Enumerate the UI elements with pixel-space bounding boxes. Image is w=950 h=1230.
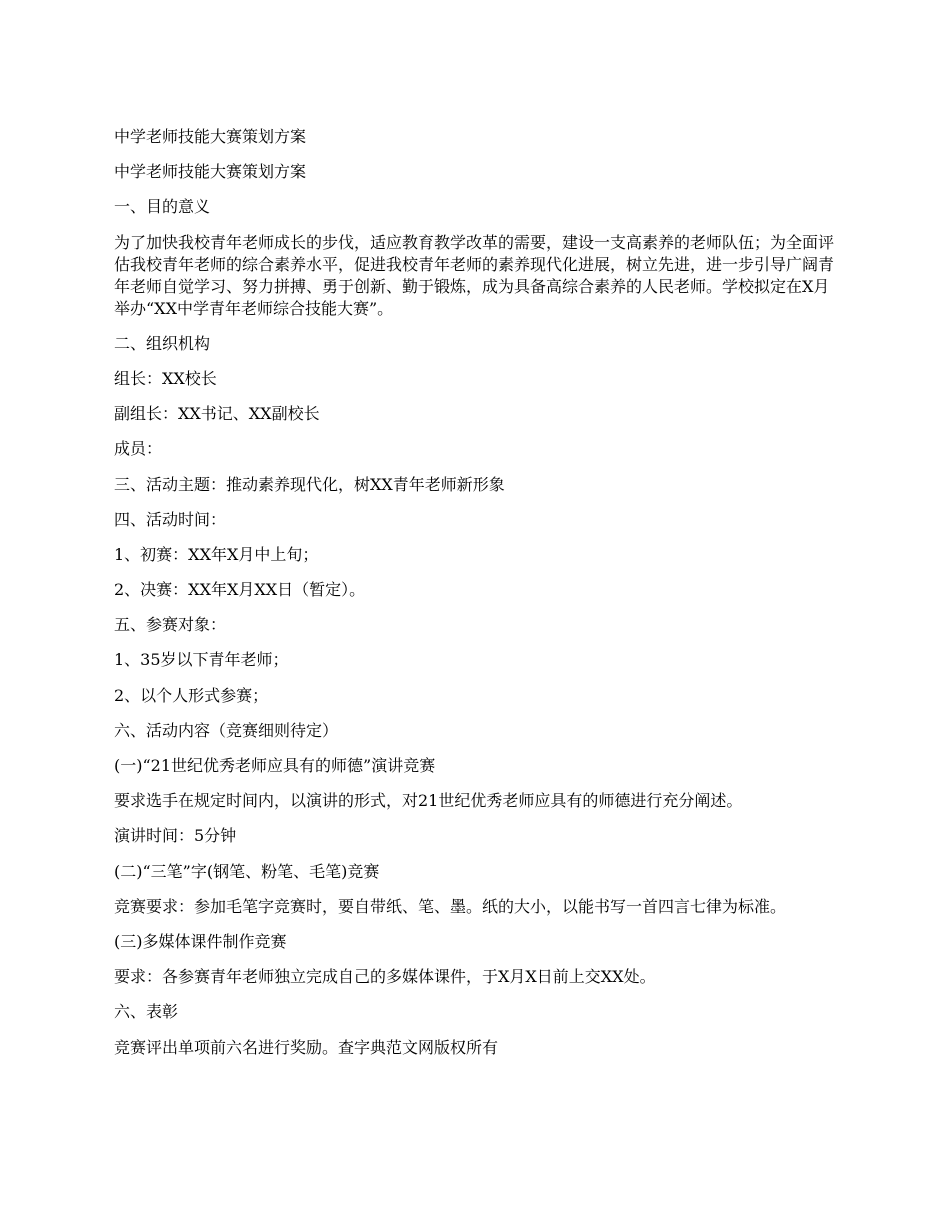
paragraph-awards: 竞赛评出单项前六名进行奖励。查字典范文网版权所有 xyxy=(114,1037,499,1057)
line-preliminary: 1、初赛：XX年X月中上旬； xyxy=(114,544,319,564)
subheading-multimedia: (三)多媒体课件制作竞赛 xyxy=(114,931,287,951)
line-speech-time: 演讲时间：5分钟 xyxy=(114,826,237,846)
doc-subtitle: 中学老师技能大赛策划方案 xyxy=(114,162,307,182)
subheading-calligraphy: (二)“三笔”字(钢笔、粉笔、毛笔)竞赛 xyxy=(114,861,380,881)
section-heading-content: 六、活动内容（竞赛细则待定） xyxy=(114,720,339,740)
section-heading-organization: 二、组织机构 xyxy=(114,333,211,353)
subheading-speech: (一)“21世纪优秀老师应具有的师德”演讲竞赛 xyxy=(114,756,436,775)
section-heading-theme: 三、活动主题：推动素养现代化，树XX青年老师新形象 xyxy=(114,474,505,494)
line-participant-age: 1、35岁以下青年老师； xyxy=(114,650,289,670)
paragraph-multimedia-requirement: 要求：各参赛青年老师独立完成自己的多媒体课件，于X月X日前上交XX处。 xyxy=(114,967,656,987)
section-heading-purpose: 一、目的意义 xyxy=(114,197,211,217)
line-final: 2、决赛：XX年X月XX日（暂定）。 xyxy=(114,580,366,600)
paragraph-speech-requirement: 要求选手在规定时间内，以演讲的形式，对21世纪优秀老师应具有的师德进行充分阐述。 xyxy=(114,791,743,811)
line-leader: 组长：XX校长 xyxy=(114,368,217,388)
line-deputy-leader: 副组长：XX书记、XX副校长 xyxy=(114,404,320,424)
section-heading-awards: 六、表彰 xyxy=(114,1002,179,1022)
line-participant-format: 2、以个人形式参赛； xyxy=(114,685,269,705)
section-heading-participants: 五、参赛对象： xyxy=(114,615,227,635)
document-body xyxy=(114,126,844,1072)
section-heading-time: 四、活动时间： xyxy=(114,509,227,529)
line-members: 成员： xyxy=(114,439,163,459)
paragraph-calligraphy-requirement: 竞赛要求：参加毛笔字竞赛时，要自带纸、笔、墨。纸的大小，以能书写一首四言七律为标准。 xyxy=(114,896,787,916)
doc-title: 中学老师技能大赛策划方案 xyxy=(114,127,307,146)
paragraph-purpose: 为了加快我校青年老师成长的步伐，适应教育教学改革的需要，建设一支高素养的老师队伍；为全面评估我校青年老师的综合素养水平，促进我校青年老师的素养现代化进展，树立先进，进一步引导广阔青年老师自觉学习、努力拼搏、勇于创新、勤于锻炼，成为具备高综合素养的人民老师。学校拟定在X月举办“XX中学青年老师综合技能大赛”。 xyxy=(114,232,835,318)
